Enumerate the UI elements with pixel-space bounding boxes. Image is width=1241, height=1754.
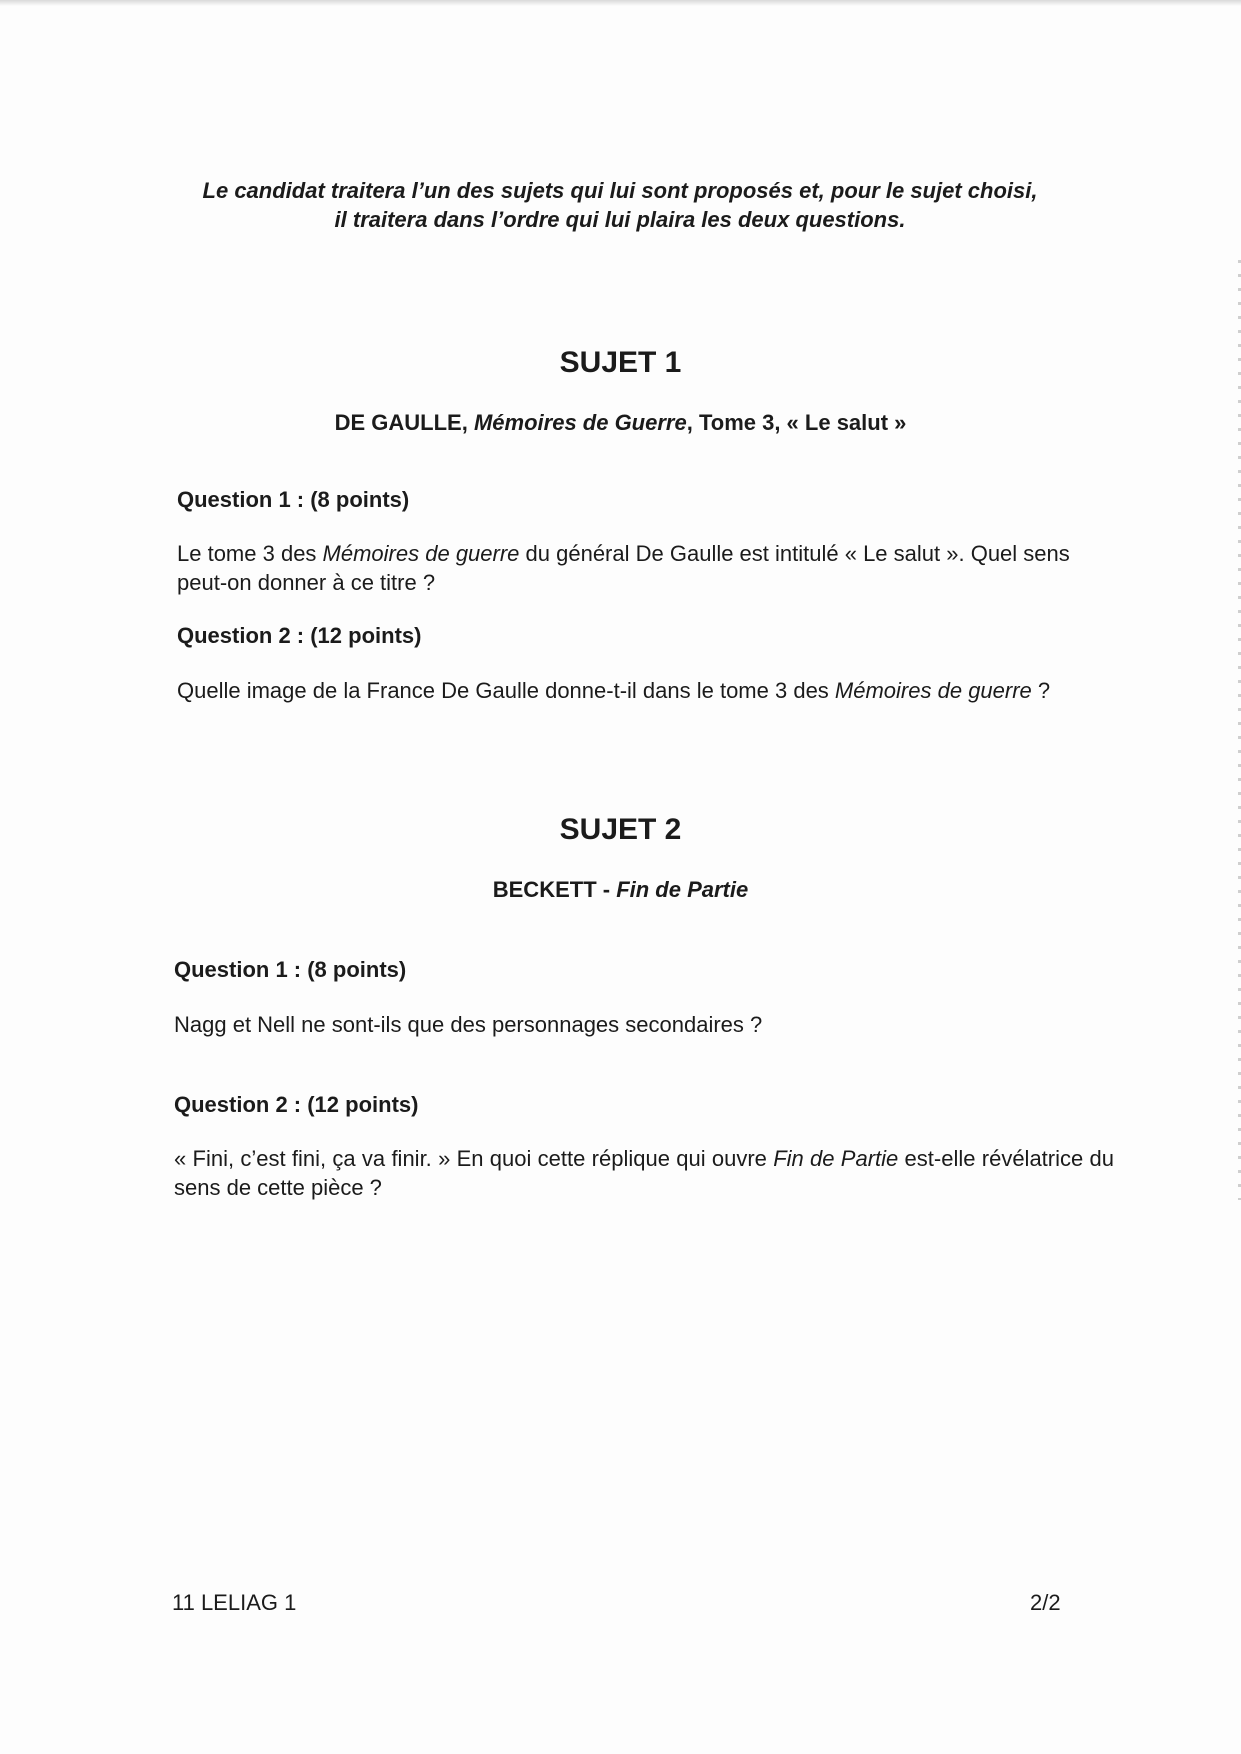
sujet-1-q2-text-part: ?: [1031, 678, 1051, 703]
sujet-2-question-2-heading: Question 2 : (12 points): [174, 1092, 419, 1117]
sujet-1-author: DE GAULLE,: [334, 410, 468, 435]
sujet-2-question-1-heading: Question 1 : (8 points): [174, 957, 407, 982]
sujet-1-title: SUJET 1: [559, 346, 682, 379]
sujet-2-question-2-text: [174, 1144, 1114, 1202]
footer-page-number: 2/2: [1030, 1590, 1061, 1615]
sujet-2-title: SUJET 2: [559, 813, 682, 846]
sujet-1-question-1-heading: Question 1 : (8 points): [177, 487, 410, 512]
sujet-1-question-1-text: [177, 539, 1077, 597]
instructions-line-2: il traitera dans l’ordre qui lui plaira les deux questions.: [334, 207, 906, 232]
sujet-1-question-2-text: [177, 676, 1137, 705]
sujet-1-work-title: [0, 410, 1241, 436]
sujet-2-book: Fin de Partie: [616, 877, 749, 902]
sujet-1-q1-text-italic: Mémoires de guerre: [322, 541, 520, 566]
sujet-1-q2-text-part: Quelle image de la France De Gaulle donne-t-il dans le tome 3 des: [177, 678, 835, 703]
instructions-line-1: Le candidat traitera l’un des sujets qui lui sont proposés et, pour le sujet choisi,: [202, 178, 1038, 203]
exam-instructions: [150, 176, 1090, 234]
sujet-1-q2-text-italic: Mémoires de guerre: [834, 678, 1032, 703]
sujet-2-q2-text-part: « Fini, c’est fini, ça va finir. » En quoi cette réplique qui ouvre: [174, 1146, 774, 1171]
sujet-1-q1-text-part: Le tome 3 des: [177, 541, 323, 566]
sujet-2-q2-text-italic: Fin de Partie: [773, 1146, 899, 1171]
sujet-1-q1-text-part: du général De Gaulle est intitulé « Le salut ». Quel sens peut-on donner à ce titre ?: [177, 541, 1070, 595]
sujet-2-author: BECKETT: [492, 877, 597, 902]
sujet-2-question-1-text: Nagg et Nell ne sont-ils que des personnages secondaires ?: [174, 1012, 763, 1037]
sujet-1-work-rest: , Tome 3, « Le salut »: [686, 410, 907, 435]
sujet-1-question-2-heading: Question 2 : (12 points): [177, 623, 422, 648]
sujet-2-separator: -: [596, 877, 617, 902]
sujet-1-book: Mémoires de Guerre: [473, 410, 687, 435]
footer-exam-code: 11 LELIAG 1: [172, 1590, 297, 1615]
sujet-2-q2-text-part: est-elle révélatrice du sens de cette pièce ?: [174, 1146, 1114, 1200]
sujet-2-work-title: [0, 877, 1241, 903]
scan-edge-top: [0, 0, 1241, 6]
